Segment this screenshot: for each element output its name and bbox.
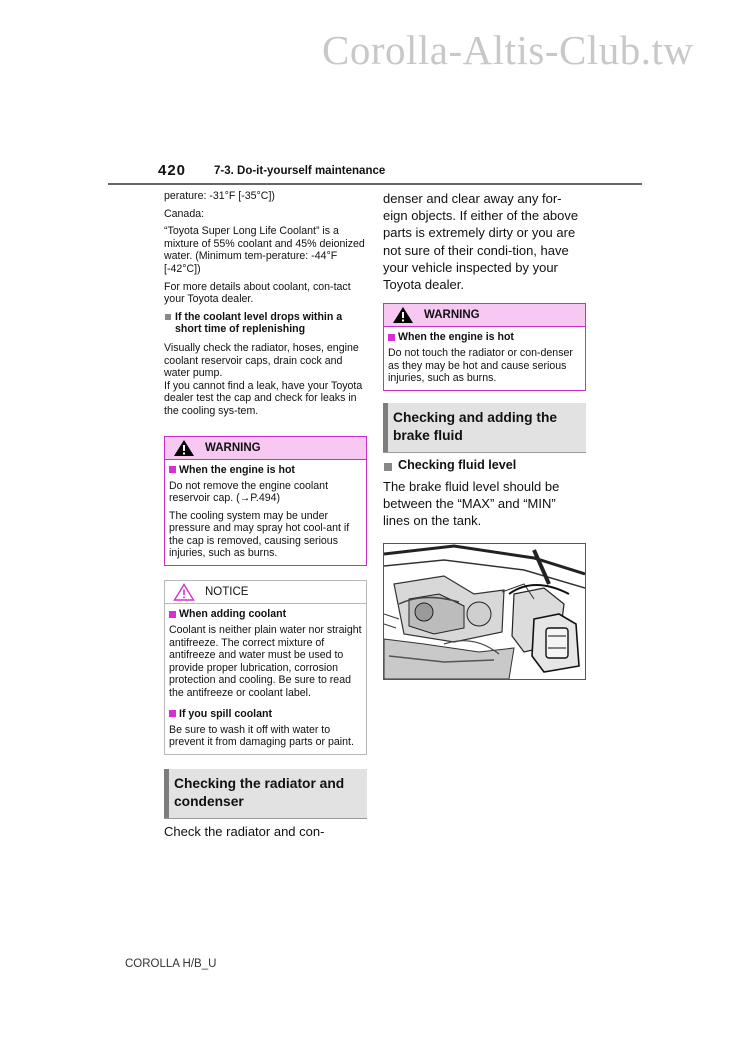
- page-number: 420: [158, 162, 187, 179]
- warning-triangle-icon: [392, 306, 414, 324]
- marker-square-icon: [169, 710, 176, 717]
- bullet-square-icon: [165, 314, 171, 320]
- warning-body: [384, 327, 585, 390]
- right-column: [383, 190, 586, 680]
- marker-square-icon: [388, 334, 395, 341]
- warning-subheading: [169, 464, 362, 476]
- notice-body: [165, 604, 366, 754]
- engine-bay-image: [384, 544, 585, 679]
- warning-subheading: [388, 331, 581, 343]
- header-rule: [108, 183, 642, 185]
- paragraph: denser and clear away any for-eign objects. If either of the above parts is extremely dirty or you are not sure of their condi-tion, have your vehicle inspected by your Toyota dealer.: [383, 191, 579, 293]
- warning-title: WARNING: [205, 441, 261, 454]
- marker-square-icon: [169, 611, 176, 618]
- warning-box: [383, 303, 586, 391]
- warning-subheading-text: When the engine is hot: [398, 331, 514, 344]
- warning-subheading-text: When the engine is hot: [179, 463, 295, 476]
- warning-box: [164, 436, 367, 567]
- caution-triangle-icon: [173, 583, 195, 601]
- notice-header: [165, 581, 366, 604]
- subheading: [383, 459, 586, 472]
- section-title-radiator: Checking the radiator and condenser: [164, 769, 367, 819]
- paragraph: The brake fluid level should be between the “MAX” and “MIN” lines on the tank.: [383, 478, 560, 528]
- left-column: [164, 190, 367, 840]
- paragraph: perature: -31°F [-35°C]): [164, 190, 275, 202]
- warning-body: [165, 460, 366, 566]
- notice-subheading-text: When adding coolant: [179, 608, 287, 621]
- section-title-brake-fluid: Checking and adding the brake fluid: [383, 403, 586, 453]
- section-header: 7-3. Do-it-yourself maintenance: [214, 165, 386, 177]
- paragraph: Check the radiator and con-: [164, 823, 325, 839]
- warning-paragraph: The cooling system may be under pressure and may spray hot cool-ant if the cap is removed, causing serious injuries, such as burns.: [169, 509, 350, 560]
- warning-title: WARNING: [424, 309, 480, 322]
- paragraph: Canada:: [164, 207, 205, 220]
- warning-header: [165, 437, 366, 460]
- subheading: [164, 311, 367, 336]
- paragraph: For more details about coolant, con-tact your Toyota dealer.: [164, 280, 351, 306]
- notice-title: NOTICE: [205, 586, 249, 599]
- footer-model: COROLLA H/B_U: [125, 958, 217, 970]
- watermark: Corolla-Altis-Club.tw: [322, 27, 694, 73]
- bullet-square-icon: [384, 463, 392, 471]
- notice-subheading: [169, 708, 362, 720]
- notice-paragraph: Be sure to wash it off with water to prevent it from damaging parts or paint.: [169, 723, 354, 749]
- notice-paragraph: Coolant is neither plain water nor straight antifreeze. The correct mixture of antifreeze and water must be used to provide proper lubrication, corrosion protection and cooling. Be sure to read the antifreeze or coolant label.: [169, 624, 362, 700]
- notice-box: [164, 580, 367, 755]
- engine-bay-illustration: [383, 543, 586, 680]
- paragraph: Visually check the radiator, hoses, engine coolant reservoir caps, drain cock and water pump.: [164, 341, 359, 380]
- paragraph: “Toyota Super Long Life Coolant” is a mixture of 55% coolant and 45% deionized water. (Minimum tem-perature: -44°F [-42°C]): [164, 225, 365, 275]
- warning-header: [384, 304, 585, 327]
- warning-paragraph: Do not remove the engine coolant reservoir cap. (→P.494): [169, 479, 329, 505]
- warning-paragraph: Do not touch the radiator or con-denser as they may be hot and cause serious injuries, such as burns.: [388, 347, 573, 385]
- paragraph: If you cannot find a leak, have your Toyota dealer test the cap and check for leaks in the cooling sys-tem.: [164, 379, 363, 417]
- marker-square-icon: [169, 466, 176, 473]
- subheading-text: If the coolant level drops within a short time of replenishing: [175, 310, 343, 336]
- subheading-text: Checking fluid level: [398, 458, 517, 472]
- notice-subheading: [169, 608, 362, 620]
- warning-triangle-icon: [173, 439, 195, 457]
- notice-subheading-text: If you spill coolant: [179, 707, 272, 720]
